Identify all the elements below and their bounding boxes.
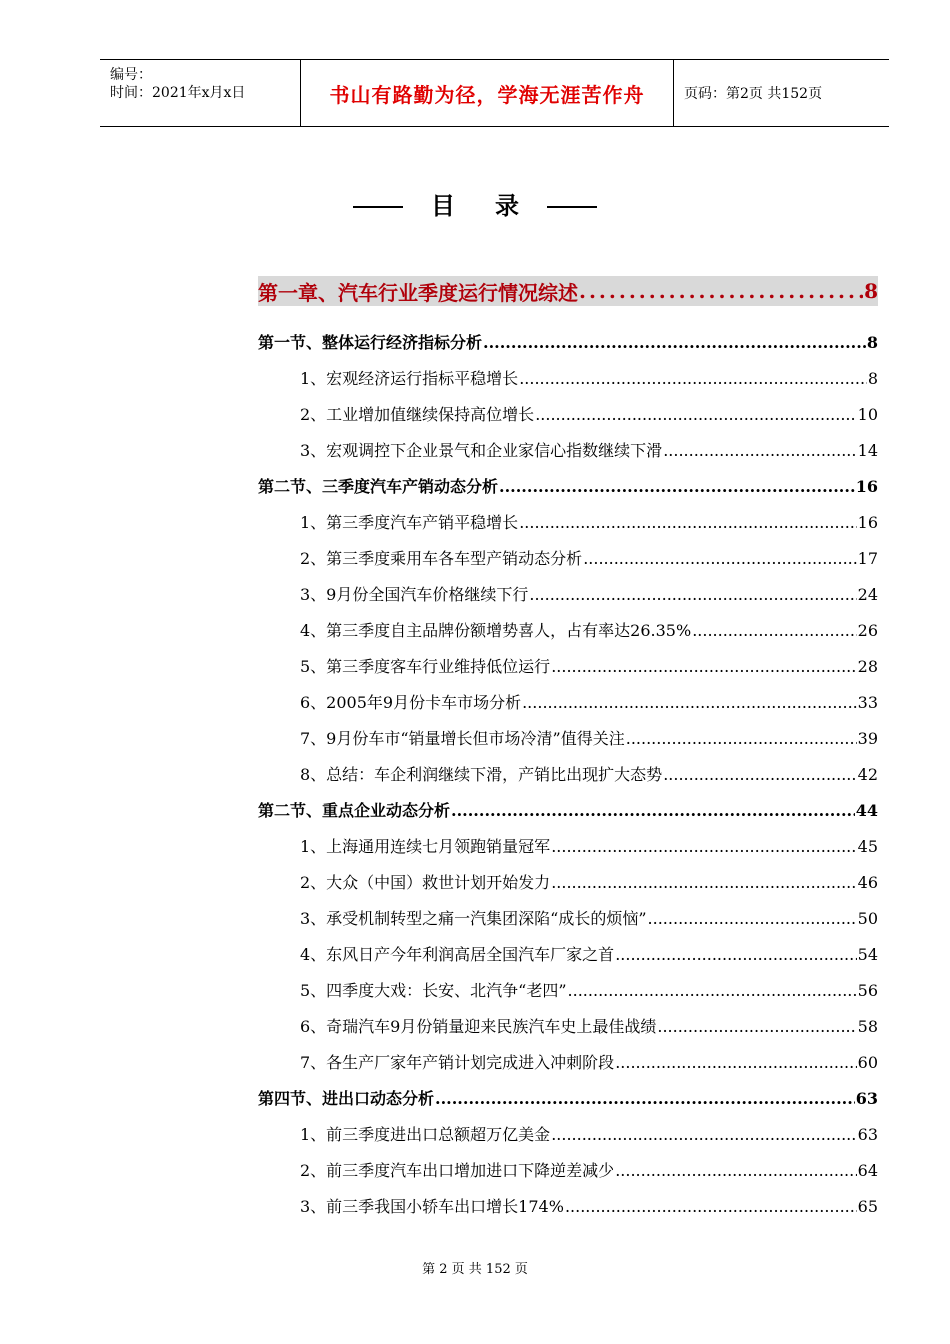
leader-dots [663,441,856,460]
toc-entry-text: 3、前三季我国小轿车出口增长174% [300,1197,564,1216]
leader-dots [499,477,855,496]
toc-entry-page: 24 [857,585,878,604]
toc-entry-text: 4、东风日产今年利润高居全国汽车厂家之首 [300,945,615,964]
toc-entry-text: 3、宏观调控下企业景气和企业家信心指数继续下滑 [300,441,663,460]
toc-entry-text: 1、第三季度汽车产销平稳增长 [300,513,519,532]
toc-section[interactable] [258,330,878,353]
toc-item[interactable] [258,870,878,893]
toc-entry-page: 17 [857,549,878,568]
toc-entry-text: 2、第三季度乘用车各车型产销动态分析 [300,549,583,568]
page-footer: 第 2 页 共 152 页 [422,1262,528,1277]
toc-item[interactable] [258,1014,878,1037]
toc-entry-text: 第一节、整体运行经济指标分析 [258,333,483,352]
toc-item[interactable] [258,402,878,425]
toc-entry-text: 1、前三季度进出口总额超万亿美金 [300,1125,551,1144]
toc-item[interactable] [258,1194,878,1217]
page-info: 页码：第2页 共152页 [684,86,823,102]
leader-dots [663,765,856,784]
leader-dots [519,513,856,532]
toc-item[interactable] [258,690,878,713]
toc-entry-text: 第二节、重点企业动态分析 [258,801,451,820]
toc-entry-text: 2、工业增加值继续保持高位增长 [300,405,535,424]
toc-entry-page: 14 [857,441,878,460]
header-page-cell [674,60,889,126]
leader-dots [529,585,856,604]
toc-entry-page: 63 [855,1089,878,1108]
leader-dots [579,279,863,303]
toc-entry-page: 8 [866,333,878,352]
toc-item[interactable] [258,906,878,929]
toc-entry-page: 10 [857,405,878,424]
leader-dots [583,549,856,568]
toc-entry-page: 58 [857,1017,878,1036]
leader-dots [519,369,867,388]
toc-item[interactable] [258,366,878,389]
toc-entry-text: 3、承受机制转型之痛一汽集团深陷“成长的烦恼” [300,909,647,928]
title-dash-left [353,206,403,208]
toc-entry-text: 6、奇瑞汽车9月份销量迎来民族汽车史上最佳战绩 [300,1017,657,1036]
leader-dots [551,657,856,676]
header-meta-cell [100,60,301,126]
leader-dots [522,693,857,712]
toc-entry-text: 8、总结：车企利润继续下滑，产销比出现扩大态势 [300,765,663,784]
toc-entry-page: 64 [857,1161,878,1180]
toc-entry-page: 45 [857,837,878,856]
toc-item[interactable] [258,726,878,749]
motto: 书山有路勤为径，学海无涯苦作舟 [329,82,645,107]
leader-dots [451,801,855,820]
toc-entry-page: 8 [867,369,878,388]
toc-entry-text: 5、四季度大戏：长安、北汽争“老四” [300,981,567,1000]
toc-entry-page: 16 [857,513,878,532]
leader-dots [435,1089,855,1108]
toc-section[interactable] [258,474,878,497]
toc-entry-text: 2、前三季度汽车出口增加进口下降逆差减少 [300,1161,615,1180]
toc-entry-page: 16 [855,477,878,496]
toc-entry-page: 56 [857,981,878,1000]
title-char-2: 录 [495,192,519,220]
toc-chapter-title: 第一章、汽车行业季度运行情况综述 [258,280,578,305]
toc-item[interactable] [258,618,878,641]
toc-chapter[interactable] [258,276,878,306]
toc-item[interactable] [258,582,878,605]
toc-entry-text: 1、上海通用连续七月领跑销量冠军 [300,837,551,856]
toc-entry-text: 7、各生产厂家年产销计划完成进入冲刺阶段 [300,1053,615,1072]
toc-entry-page: 60 [857,1053,878,1072]
toc-entry-page: 44 [855,801,878,820]
toc-item[interactable] [258,762,878,785]
toc-entry-text: 5、第三季度客车行业维持低位运行 [300,657,551,676]
toc-entry-page: 63 [857,1125,878,1144]
toc-entry-page: 39 [857,729,878,748]
toc-item[interactable] [258,1158,878,1181]
leader-dots [551,1125,856,1144]
toc-item[interactable] [258,510,878,533]
header-motto-cell [301,60,674,126]
leader-dots [551,873,856,892]
toc-chapter-page: 8 [864,279,878,303]
toc-section[interactable] [258,798,878,821]
toc-entry-page: 33 [857,693,878,712]
toc-title [0,186,950,221]
toc-entry-text: 1、宏观经济运行指标平稳增长 [300,369,519,388]
toc-item[interactable] [258,1050,878,1073]
toc-entry-page: 65 [857,1197,878,1216]
toc-item[interactable] [258,978,878,1001]
leader-dots [648,909,857,928]
toc-item[interactable] [258,546,878,569]
title-char-1: 目 [431,192,455,220]
leader-dots [615,1053,856,1072]
toc-item[interactable] [258,654,878,677]
time-label: 时间：2021年x月x日 [110,85,246,101]
toc-entry-text: 第四节、进出口动态分析 [258,1089,435,1108]
leader-dots [626,729,857,748]
toc-item[interactable] [258,942,878,965]
leader-dots [565,1197,857,1216]
leader-dots [615,945,856,964]
toc-entry-text: 第二节、三季度汽车产销动态分析 [258,477,499,496]
leader-dots [657,1017,856,1036]
toc-item[interactable] [258,834,878,857]
leader-dots [551,837,856,856]
toc-entry-page: 50 [857,909,878,928]
toc-entry-text: 7、9月份车市“销量增长但市场冷清”值得关注 [300,729,625,748]
leader-dots [535,405,856,424]
toc-entry-text: 4、第三季度自主品牌份额增势喜人，占有率达26.35% [300,621,692,640]
toc-entry-page: 28 [857,657,878,676]
number-label: 编号： [110,67,152,83]
toc-entry-page: 46 [857,873,878,892]
page-header [100,59,889,127]
toc-entry-text: 6、2005年9月份卡车市场分析 [300,693,522,712]
toc-entry-text: 3、9月份全国汽车价格继续下行 [300,585,529,604]
leader-dots [483,333,866,352]
toc-entry-page: 26 [857,621,878,640]
toc-item[interactable] [258,438,878,461]
leader-dots [692,621,856,640]
toc-entry-text: 2、大众（中国）救世计划开始发力 [300,873,551,892]
leader-dots [568,981,857,1000]
toc-item[interactable] [258,1122,878,1145]
leader-dots [615,1161,856,1180]
toc-entry-page: 54 [857,945,878,964]
toc-section[interactable] [258,1086,878,1109]
toc-entry-page: 42 [857,765,878,784]
title-dash-right [547,206,597,208]
